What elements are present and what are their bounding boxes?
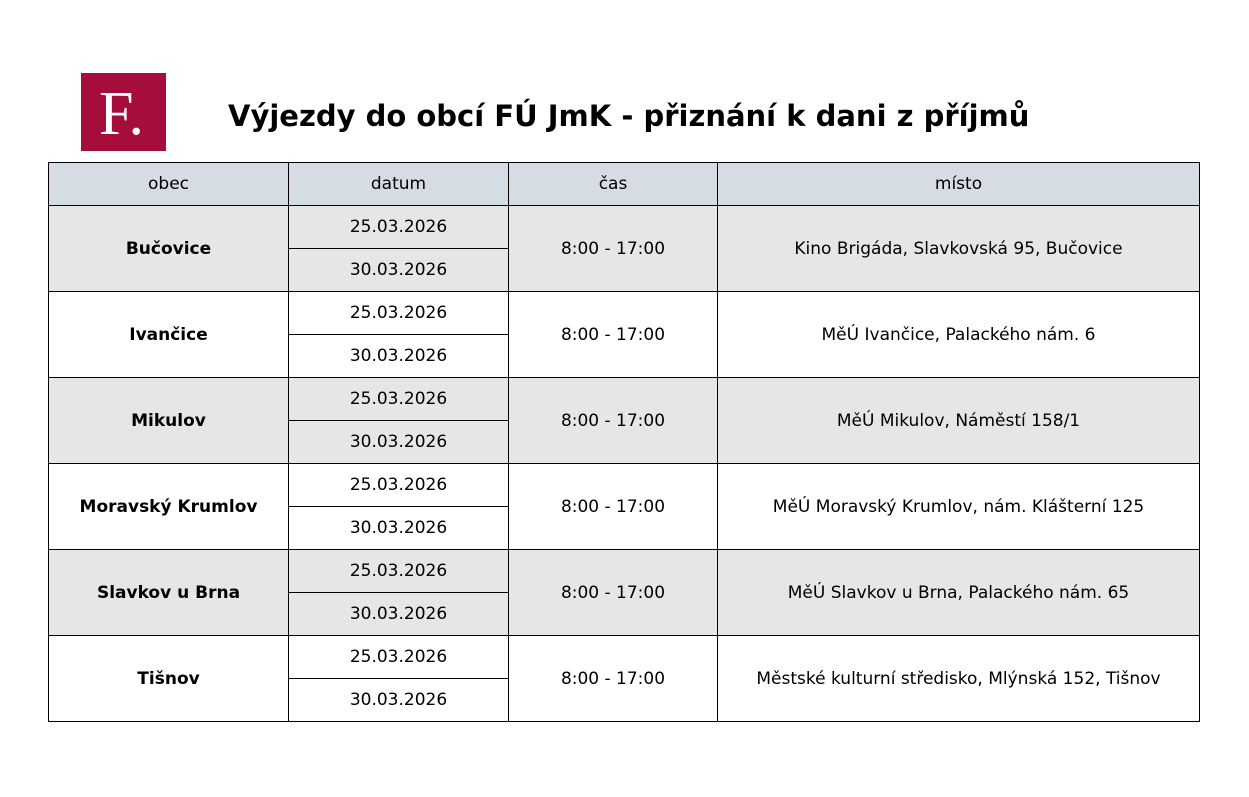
cell-cas: 8:00 - 17:00 — [509, 292, 718, 378]
cell-cas: 8:00 - 17:00 — [509, 464, 718, 550]
cell-obec: Moravský Krumlov — [49, 464, 289, 550]
schedule-body — [49, 206, 1200, 722]
cell-datum: 30.03.2026 — [289, 593, 509, 636]
table-row — [49, 292, 1200, 335]
cell-misto: Městské kulturní středisko, Mlýnská 152, Tišnov — [718, 636, 1200, 722]
cell-obec: Ivančice — [49, 292, 289, 378]
cell-cas: 8:00 - 17:00 — [509, 378, 718, 464]
cell-datum: 25.03.2026 — [289, 206, 509, 249]
cell-datum: 30.03.2026 — [289, 679, 509, 722]
cell-obec: Slavkov u Brna — [49, 550, 289, 636]
cell-datum: 30.03.2026 — [289, 335, 509, 378]
cell-obec: Tišnov — [49, 636, 289, 722]
cell-misto: MěÚ Moravský Krumlov, nám. Klášterní 125 — [718, 464, 1200, 550]
cell-misto: MěÚ Slavkov u Brna, Palackého nám. 65 — [718, 550, 1200, 636]
logo — [81, 73, 166, 151]
table-row — [49, 550, 1200, 593]
cell-datum: 25.03.2026 — [289, 550, 509, 593]
header-misto: místo — [718, 163, 1200, 206]
cell-cas: 8:00 - 17:00 — [509, 206, 718, 292]
cell-datum: 25.03.2026 — [289, 636, 509, 679]
cell-misto: Kino Brigáda, Slavkovská 95, Bučovice — [718, 206, 1200, 292]
table-row — [49, 206, 1200, 249]
cell-datum: 25.03.2026 — [289, 378, 509, 421]
cell-obec: Mikulov — [49, 378, 289, 464]
cell-datum: 30.03.2026 — [289, 507, 509, 550]
header-obec: obec — [49, 163, 289, 206]
cell-misto: MěÚ Mikulov, Náměstí 158/1 — [718, 378, 1200, 464]
cell-obec: Bučovice — [49, 206, 289, 292]
table-row — [49, 378, 1200, 421]
logo-letter: F. — [98, 80, 145, 148]
cell-datum: 30.03.2026 — [289, 249, 509, 292]
cell-misto: MěÚ Ivančice, Palackého nám. 6 — [718, 292, 1200, 378]
page-title: Výjezdy do obcí FÚ JmK - přiznání k dani z příjmů — [228, 99, 1030, 133]
header-cas: čas — [509, 163, 718, 206]
cell-datum: 30.03.2026 — [289, 421, 509, 464]
table-row — [49, 464, 1200, 507]
header-row — [49, 163, 1200, 206]
header-datum: datum — [289, 163, 509, 206]
schedule-table — [48, 162, 1200, 722]
table-row — [49, 636, 1200, 679]
cell-datum: 25.03.2026 — [289, 464, 509, 507]
cell-datum: 25.03.2026 — [289, 292, 509, 335]
cell-cas: 8:00 - 17:00 — [509, 636, 718, 722]
cell-cas: 8:00 - 17:00 — [509, 550, 718, 636]
